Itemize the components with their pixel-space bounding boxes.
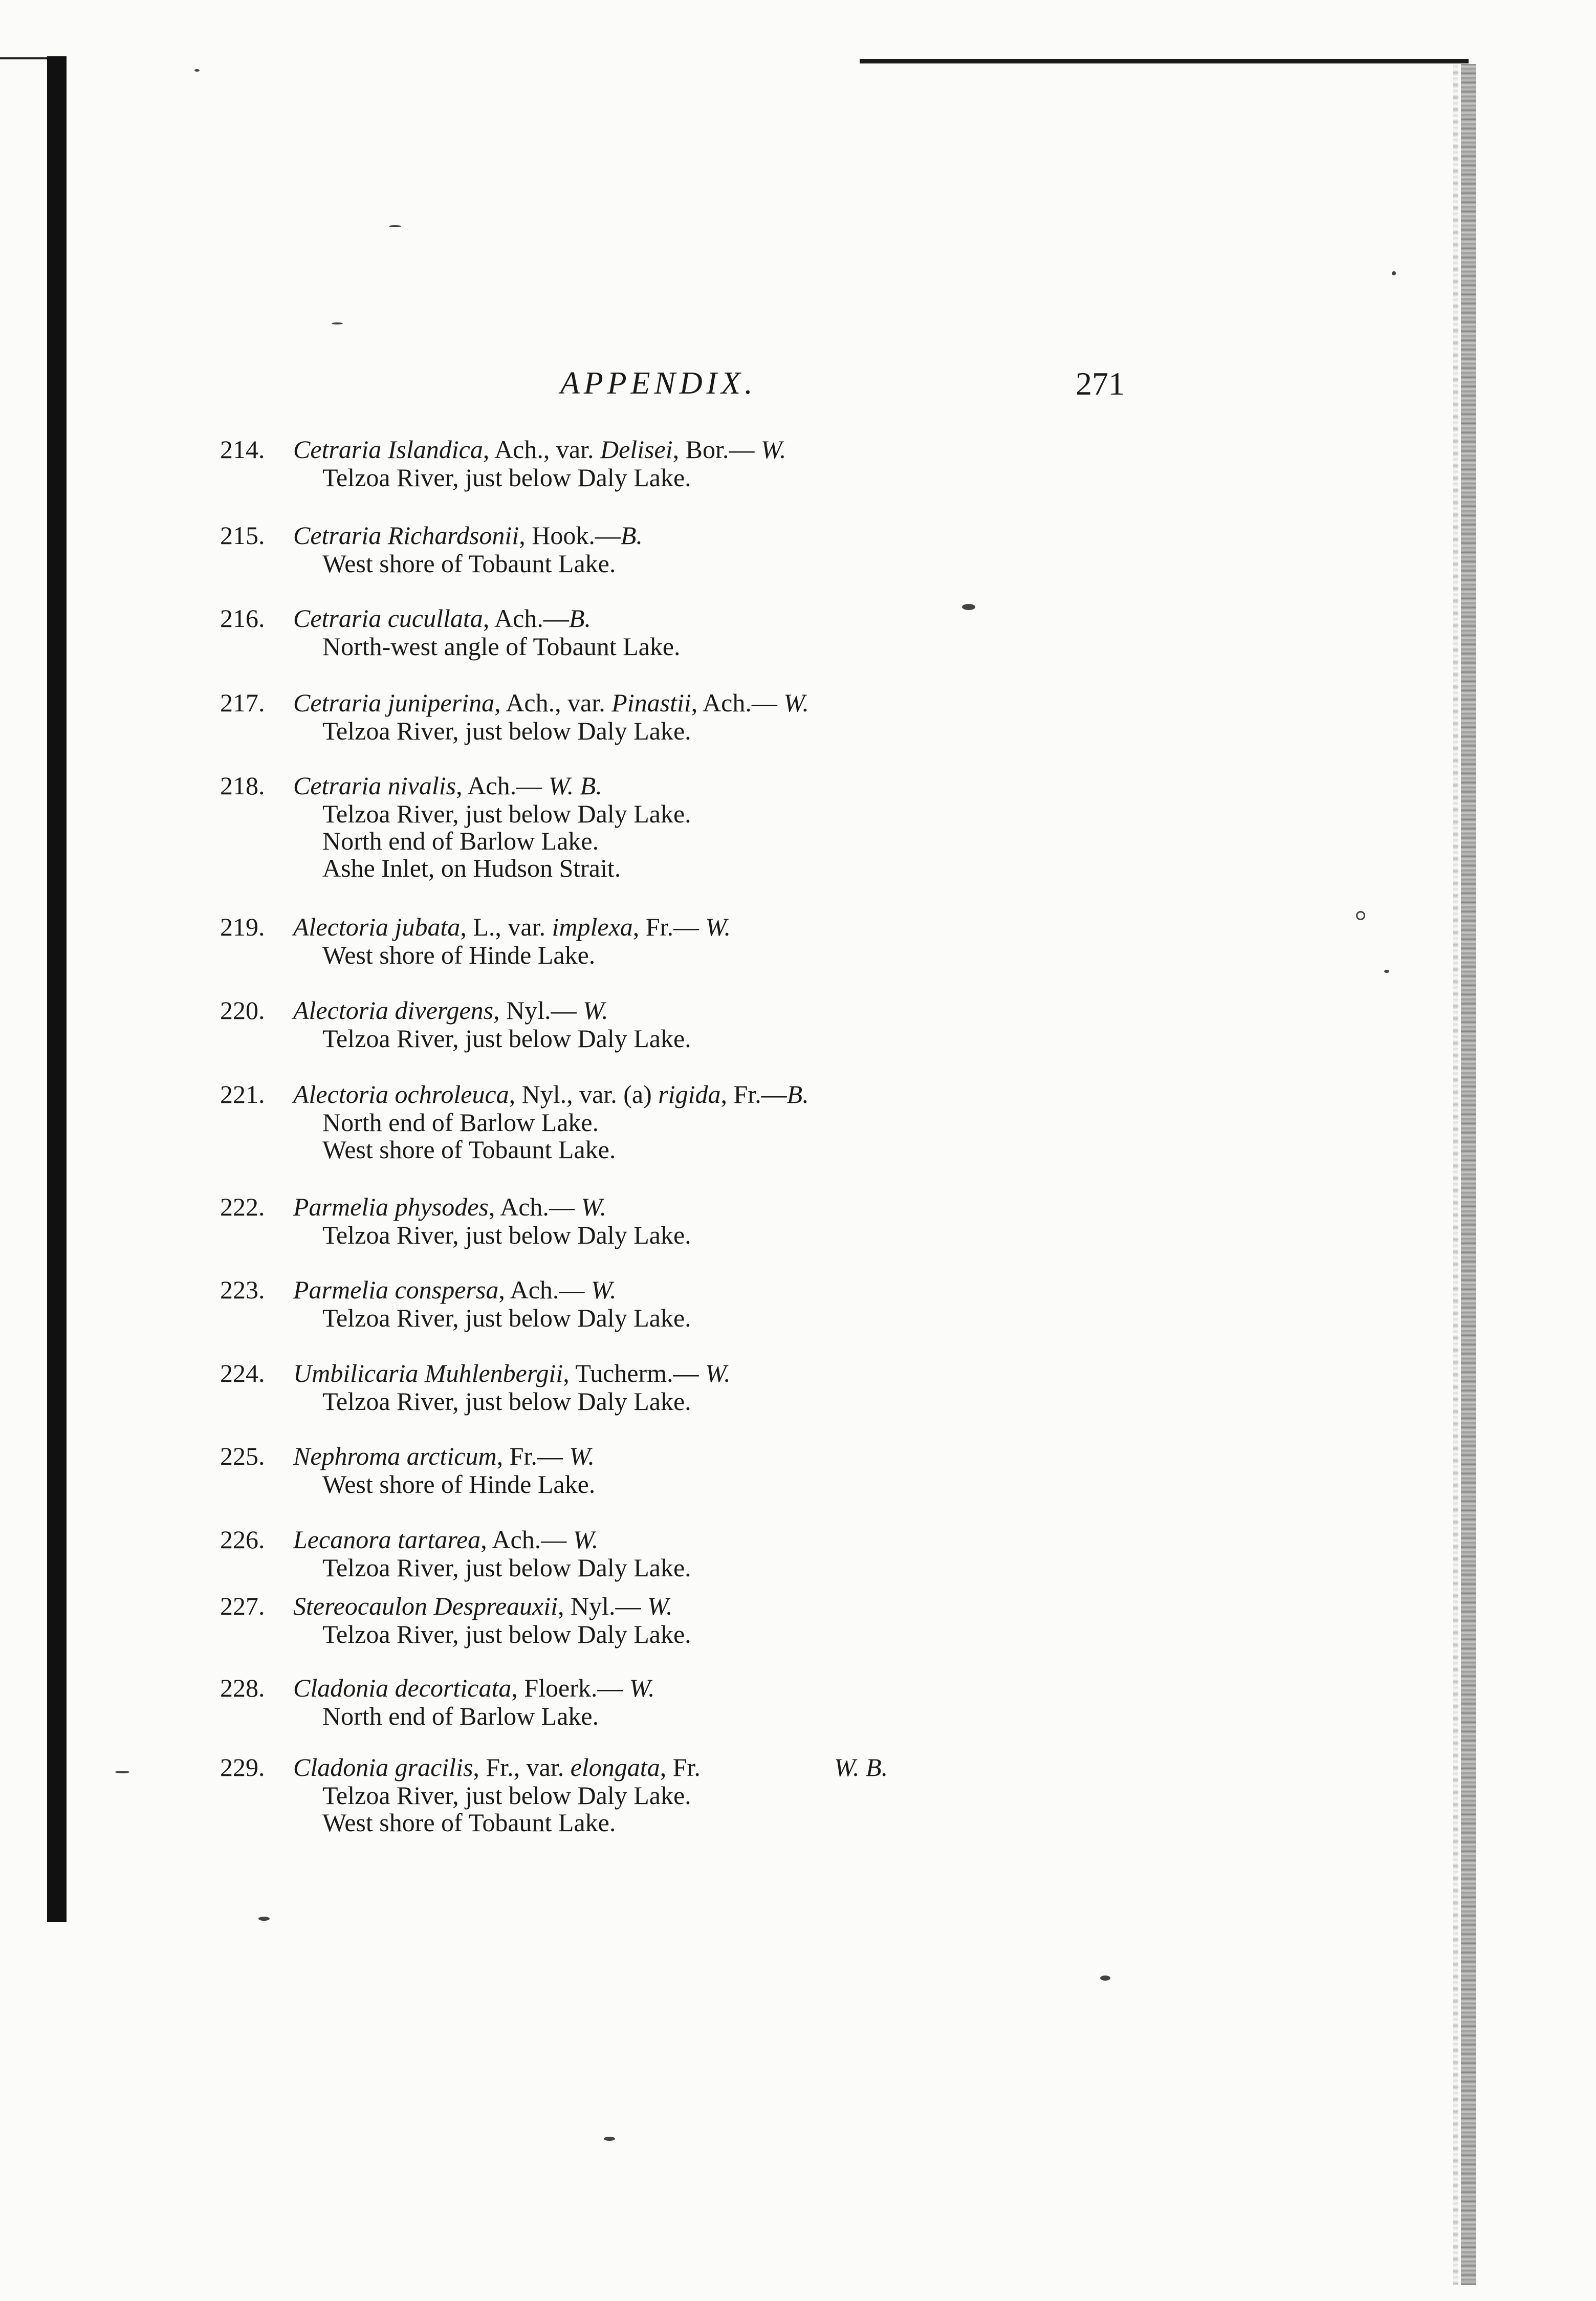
collector-mark: W.	[581, 1192, 606, 1221]
species-name: Cladonia decorticata	[293, 1674, 512, 1702]
authority: , Fr.—	[496, 1442, 570, 1470]
species-entry	[220, 1592, 1192, 1648]
species-entry	[220, 1525, 1192, 1581]
authority: , Floerk.—	[511, 1674, 629, 1702]
authority: , Ach.—	[498, 1275, 591, 1304]
entry-number: 218.	[220, 771, 265, 800]
entry-number: 219.	[220, 913, 265, 941]
locality: Telzoa River, just below Daly Lake.	[322, 1304, 691, 1332]
page-edge-shadow-inner	[1453, 64, 1458, 2285]
authority: , Ach., var.	[483, 435, 600, 464]
variety-name: elongata	[570, 1753, 660, 1782]
species-name: Umbilicaria Muhlenbergii	[293, 1359, 563, 1387]
entry-number: 227.	[220, 1592, 265, 1620]
entry-number: 228.	[220, 1674, 265, 1702]
authority: , Tucherm.—	[563, 1359, 706, 1387]
entry-number: 226.	[220, 1525, 265, 1554]
species-entry	[220, 771, 1192, 882]
species-entry	[220, 1442, 1192, 1498]
species-name: Alectoria divergens	[293, 996, 494, 1025]
authority: , Nyl., var. (a)	[509, 1080, 659, 1109]
scan-speck	[1392, 271, 1396, 275]
authority: , Ach.—	[483, 604, 569, 633]
locality: West shore of Hinde Lake.	[322, 1470, 596, 1499]
entry-heading	[220, 1753, 1192, 1782]
collector-mark: W.	[760, 435, 786, 464]
species-entry	[220, 1359, 1192, 1415]
locality: Telzoa River, just below Daly Lake.	[322, 1620, 691, 1648]
authority: , Ach.—	[488, 1192, 581, 1221]
species-entry	[220, 688, 1192, 745]
locality: North end of Barlow Lake.	[322, 827, 599, 855]
binding-edge-shadow	[47, 56, 67, 1922]
scan-speck	[332, 322, 343, 324]
variety-authority: , Bor.—	[672, 435, 761, 464]
species-name: Cetraria juniperina	[293, 688, 495, 717]
species-name: Cetraria cucullata	[293, 604, 483, 633]
entry-title	[293, 1359, 731, 1388]
entry-heading	[220, 1592, 1192, 1621]
entry-title	[293, 996, 608, 1025]
entry-heading	[220, 1525, 1192, 1554]
collector-mark: W. B.	[548, 771, 602, 800]
scan-speck	[1356, 911, 1365, 920]
entry-heading	[220, 435, 1192, 464]
species-entry	[220, 435, 1192, 491]
entry-title	[293, 1080, 809, 1109]
locality: Telzoa River, just below Daly Lake.	[322, 1221, 691, 1249]
variety-name: Delisei	[600, 435, 673, 464]
entry-title	[293, 1592, 673, 1621]
entry-heading	[220, 688, 1192, 718]
entry-title	[293, 771, 602, 800]
collector-mark: W.	[647, 1592, 673, 1620]
scan-speck	[115, 1771, 129, 1773]
species-entry	[220, 521, 1192, 577]
collector-mark: W.	[783, 688, 809, 717]
page-edge-shadow	[1461, 64, 1476, 2285]
entry-heading	[220, 913, 1192, 942]
locality: West shore of Tobaunt Lake.	[322, 549, 616, 578]
authority: , Nyl.—	[558, 1592, 647, 1620]
species-entry	[220, 1674, 1192, 1730]
species-name: Cetraria Islandica	[293, 435, 483, 464]
locality: North-west angle of Tobaunt Lake.	[322, 632, 681, 661]
species-entry	[220, 1275, 1192, 1332]
entry-heading	[220, 604, 1192, 633]
entry-title	[293, 1674, 654, 1703]
entry-title	[293, 1192, 606, 1222]
entry-number: 225.	[220, 1442, 265, 1470]
locality: Telzoa River, just below Daly Lake.	[322, 1387, 691, 1416]
entry-title	[293, 913, 731, 942]
authority: , Ach., var.	[494, 688, 612, 717]
entry-title	[293, 1525, 598, 1554]
entry-number: 217.	[220, 688, 265, 717]
authority: , Nyl.—	[493, 996, 583, 1025]
entry-title	[293, 1753, 701, 1782]
scan-speck	[258, 1917, 270, 1921]
variety-name: rigida	[658, 1080, 721, 1109]
entry-heading	[220, 1275, 1192, 1305]
collector-mark: W.	[569, 1442, 595, 1470]
collector-mark: W.	[591, 1275, 617, 1304]
top-edge-rule	[860, 59, 1469, 63]
species-name: Cetraria nivalis	[293, 771, 456, 800]
species-name: Nephroma arcticum	[293, 1442, 497, 1470]
entry-heading	[220, 1674, 1192, 1703]
species-name: Lecanora tartarea	[293, 1525, 481, 1554]
entry-heading	[220, 1080, 1192, 1109]
entry-title	[293, 435, 786, 464]
locality: Telzoa River, just below Daly Lake.	[322, 463, 691, 492]
variety-name: Pinastii	[611, 688, 691, 717]
entry-number: 223.	[220, 1275, 265, 1304]
collector-mark: W.	[705, 1359, 731, 1387]
species-name: Stereocaulon Despreauxii	[293, 1592, 558, 1620]
species-entry	[220, 913, 1192, 969]
species-entry	[220, 1192, 1192, 1249]
locality: West shore of Tobaunt Lake.	[322, 1808, 616, 1837]
page-number: 271	[1076, 365, 1125, 402]
entry-number: 214.	[220, 435, 265, 464]
collector-mark: W.	[573, 1525, 599, 1554]
locality: Telzoa River, just below Daly Lake.	[322, 717, 691, 745]
entry-number: 215.	[220, 521, 265, 550]
variety-authority: , Fr.—	[720, 1080, 787, 1109]
variety-authority: , Fr.—	[632, 913, 706, 941]
entry-heading	[220, 1192, 1192, 1222]
collector-mark: B.	[620, 521, 643, 550]
scan-speck	[1384, 970, 1389, 973]
species-name: Parmelia conspersa	[293, 1275, 499, 1304]
scan-speck	[604, 2137, 615, 2141]
scan-speck	[1100, 1976, 1110, 1981]
running-head: APPENDIX.	[560, 366, 757, 401]
scan-speck	[194, 69, 200, 72]
entry-heading	[220, 996, 1192, 1025]
collector-mark: W.	[705, 913, 731, 941]
locality: West shore of Hinde Lake.	[322, 941, 596, 969]
entry-title	[293, 604, 591, 633]
entry-heading	[220, 771, 1192, 800]
authority: , L., var.	[460, 913, 552, 941]
entry-title	[293, 688, 809, 718]
locality: Telzoa River, just below Daly Lake.	[322, 1781, 691, 1810]
authority: , Hook.—	[519, 521, 621, 550]
scan-speck	[389, 225, 401, 227]
collector-mark: W.	[629, 1674, 655, 1702]
species-entry	[220, 1753, 1192, 1836]
locality: Telzoa River, just below Daly Lake.	[322, 1553, 691, 1582]
entry-number: 220.	[220, 996, 265, 1025]
entry-number: 224.	[220, 1359, 265, 1387]
entry-heading	[220, 521, 1192, 550]
binding-edge-tick	[0, 57, 47, 59]
entry-title	[293, 1275, 616, 1305]
entry-heading	[220, 1359, 1192, 1388]
variety-name: implexa	[552, 913, 633, 941]
locality: Telzoa River, just below Daly Lake.	[322, 1024, 691, 1053]
collector-mark: W.	[583, 996, 608, 1025]
authority: , Ach.—	[456, 771, 549, 800]
locality: Telzoa River, just below Daly Lake.	[322, 799, 691, 828]
collector-mark: B.	[569, 604, 591, 633]
species-entry	[220, 1080, 1192, 1163]
locality: North end of Barlow Lake.	[322, 1108, 599, 1137]
entry-number: 229.	[220, 1753, 265, 1782]
entry-title	[293, 1442, 595, 1471]
species-name: Cetraria Richardsonii	[293, 521, 519, 550]
locality: West shore of Tobaunt Lake.	[322, 1135, 616, 1164]
variety-authority: , Fr.	[660, 1753, 701, 1782]
locality: Ashe Inlet, on Hudson Strait.	[322, 854, 621, 882]
entry-number: 222.	[220, 1192, 265, 1221]
species-name: Alectoria ochroleuca	[293, 1080, 509, 1109]
species-entry	[220, 996, 1192, 1052]
entry-heading	[220, 1442, 1192, 1471]
locality: North end of Barlow Lake.	[322, 1702, 599, 1730]
species-name: Alectoria jubata	[293, 913, 461, 941]
entry-number: 221.	[220, 1080, 265, 1109]
authority: , Fr., var.	[473, 1753, 571, 1782]
collector-mark: B.	[786, 1080, 809, 1109]
entry-number: 216.	[220, 604, 265, 633]
species-name: Parmelia physodes	[293, 1192, 489, 1221]
authority: , Ach.—	[480, 1525, 573, 1554]
variety-authority: , Ach.—	[691, 688, 784, 717]
species-entry	[220, 604, 1192, 660]
entry-title	[293, 521, 643, 550]
collector-mark: W. B.	[834, 1753, 888, 1782]
species-name: Cladonia gracilis	[293, 1753, 473, 1782]
